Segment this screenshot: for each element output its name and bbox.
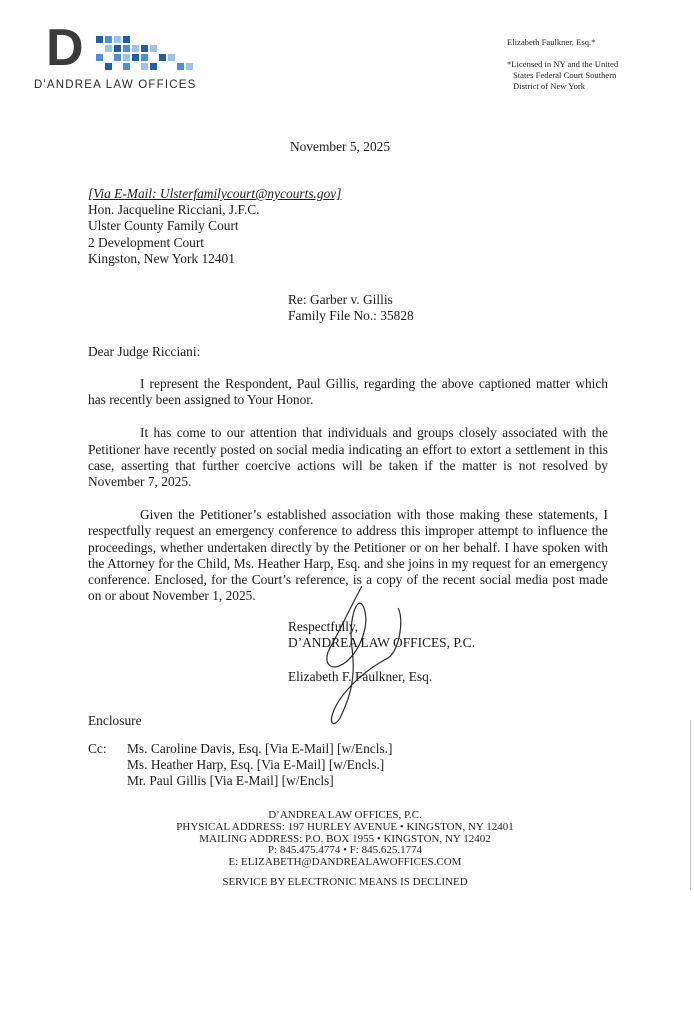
scan-edge-line (690, 720, 691, 890)
recipient-line: 2 Development Court (88, 234, 205, 250)
footer-firm: D’ANDREA LAW OFFICES, P.C. (268, 809, 422, 821)
footer-email: E: ELIZABETH@DANDREALAWOFFICES.COM (228, 856, 462, 869)
signer-name: Elizabeth F. Faulkner, Esq. (288, 669, 433, 685)
logo-square (141, 54, 148, 61)
logo-square (123, 63, 130, 70)
license-note-line: *Licensed in NY and the United (507, 59, 619, 69)
footer-notice: SERVICE BY ELECTRONIC MEANS IS DECLINED (222, 875, 468, 888)
logo-square (96, 36, 103, 43)
attorney-name: Elizabeth Faulkner, Esq.* (507, 37, 596, 47)
body-paragraph: I represent the Respondent, Paul Gillis, regarding the above captioned matter which has recently been assigned to Your Honor. (88, 376, 608, 408)
logo-square (123, 45, 130, 52)
via-email-line: [Via E-Mail: Ulsterfamilycourt@nycourts.gov] (88, 186, 342, 201)
logo-square (177, 63, 184, 70)
complimentary-close: Respectfully, (288, 619, 359, 634)
logo-square (159, 54, 166, 61)
logo-square (150, 63, 157, 70)
firm-name: D'ANDREA LAW OFFICES (34, 79, 197, 91)
cc-recipient: Mr. Paul Gillis [Via E-Mail] [w/Encls] (127, 773, 334, 789)
logo-square (141, 45, 148, 52)
letter-footer (130, 810, 560, 889)
logo-square-grid (96, 36, 206, 76)
file-number-line: Family File No.: 35828 (288, 308, 414, 324)
recipient-line: Kingston, New York 12401 (88, 250, 235, 266)
re-block (288, 292, 414, 324)
footer-phone-fax: P: 845.475.4774 • F: 845.625.1774 (267, 844, 423, 857)
logo-square (132, 54, 139, 61)
closing-firm-name: D’ANDREA LAW OFFICES, P.C. (288, 635, 475, 651)
footer-physical-address: PHYSICAL ADDRESS: 197 HURLEY AVENUE • KINGSTON, NY 12401 (176, 820, 514, 833)
logo-square (105, 63, 112, 70)
logo-square (168, 54, 175, 61)
license-note (507, 59, 618, 92)
logo-letter: D (46, 19, 84, 77)
logo-square (105, 45, 112, 52)
handwritten-signature (300, 578, 420, 728)
logo-square (141, 63, 148, 70)
logo-square (123, 54, 130, 61)
letter-date: November 5, 2025 (290, 139, 391, 154)
cc-list (127, 741, 392, 790)
logo-square (96, 54, 103, 61)
footer-mailing-address: MAILING ADDRESS: P.O. BOX 1955 • KINGSTON, NY 12402 (199, 832, 491, 845)
letter-body (88, 376, 608, 604)
enclosure-label: Enclosure (88, 713, 142, 728)
logo-square (132, 45, 139, 52)
body-paragraph: Given the Petitioner’s established association with those making these statements, I respectfully request an emergency conference to address this improper attempt to influence the proceedings, whether undertaken directly by the Petitioner or on her behalf. I have spoken with the Attorney for the Child, Ms. Heather Harp, Esq. and she joins in my request for an emergency conference. Enclosed, for the Court’s reference, is a copy of the recent social media post made on or about November 1, 2025. (88, 507, 608, 604)
cc-recipient: Ms. Heather Harp, Esq. [Via E-Mail] [w/Encls.] (127, 757, 385, 773)
logo-square (114, 45, 121, 52)
cc-label: Cc: (88, 741, 107, 756)
recipient-line: Ulster County Family Court (88, 218, 239, 234)
logo-square (186, 63, 193, 70)
logo-square (150, 45, 157, 52)
re-line: Re: Garber v. Gillis (288, 292, 393, 307)
cc-recipient: Ms. Caroline Davis, Esq. [Via E-Mail] [w/Encls.] (127, 741, 393, 756)
recipient-line: Hon. Jacqueline Ricciani, J.F.C. (88, 202, 260, 218)
salutation: Dear Judge Ricciani: (88, 344, 201, 359)
license-note-line: District of New York (513, 81, 586, 91)
body-paragraph: It has come to our attention that individuals and groups closely associated with the Petitioner have recently posted on social media indicating an effort to extort a settlement in this case, asserting that further coercive actions will be taken if the matter is not resolved by November 7, 2025. (88, 425, 608, 490)
recipient-block (88, 186, 341, 267)
license-note-line: States Federal Court Southern (513, 70, 617, 80)
logo-square (114, 36, 121, 43)
logo-square (114, 54, 121, 61)
logo-square (105, 36, 112, 43)
logo-square (123, 36, 130, 43)
